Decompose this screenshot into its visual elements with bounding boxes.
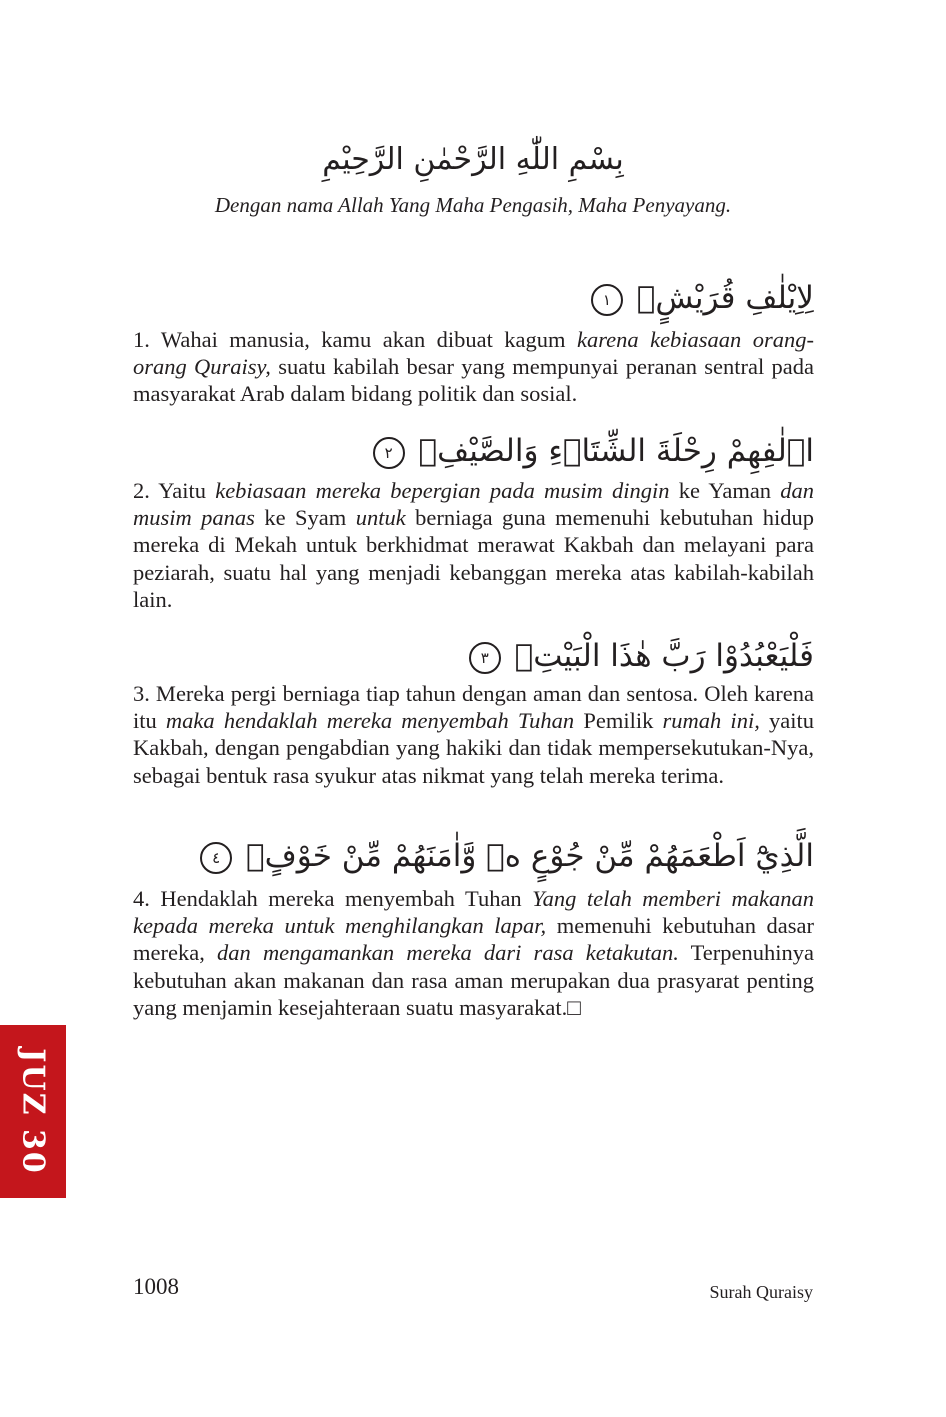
translation-text-run: 1. Wahai manusia, kamu akan dibuat kagum: [133, 327, 577, 352]
juz-label: JUZ 30: [15, 1048, 51, 1175]
verse-2-arabic: [133, 429, 814, 473]
translation-italic-run: karena kebiasaan orang-orang Quraisy,: [133, 327, 814, 380]
verse-4-arabic: [133, 834, 814, 878]
translation-text-run: berniaga guna memenuhi kebutuhan hidup mereka di Mekah untuk berkhidmat merawat Kakbah dan melayani para peziarah, suatu hal yang menjadi kebanggan mereka atas kabilah-kabilah lain.: [133, 505, 814, 612]
verse-3-arabic: [133, 634, 814, 678]
translation-italic-run: rumah ini,: [662, 708, 760, 734]
translation-italic-run: dan mengamankan mereka dari rasa ketakutan.: [217, 940, 679, 966]
basmalah-translation: Dengan nama Allah Yang Maha Pengasih, Maha Penyayang.: [214, 193, 732, 217]
translation-text-run: □: [567, 994, 581, 1020]
basmalah-arabic: بِسْمِ اللّٰهِ الرَّحْمٰنِ الرَّحِيْمِ: [322, 142, 624, 177]
translation-text-run: 2. Yaitu: [133, 478, 216, 503]
ayah-number-marker: ٢: [373, 437, 405, 469]
ayah-number-marker: ٣: [469, 642, 501, 674]
ayah-number-marker: ٤: [200, 842, 232, 874]
verse-arabic-text: اٖلٰفِهِمْ رِحْلَةَ الشِّتَاۤءِ وَالصَّيْفِۚ: [418, 433, 814, 469]
translation-italic-run: kebiasaan mereka bepergian pada musim dingin: [215, 478, 670, 503]
verse-4-translation: [133, 885, 814, 1021]
translation-text-run: suatu kabilah besar yang mempunyai peranan sentral pada masyarakat Arab dalam bidang politik dan sosial.: [133, 354, 814, 407]
page-number: 1008: [133, 1274, 179, 1299]
verse-1-arabic: [133, 276, 814, 320]
ayah-number-marker: ١: [591, 284, 623, 316]
translation-text-run: 4. Hendaklah mereka menyembah Tuhan: [133, 886, 533, 911]
translation-text-run: 3. Mereka pergi berniaga tiap tahun dengan aman dan sentosa. Oleh karena itu: [133, 681, 814, 734]
verse-3-translation: [133, 680, 814, 789]
juz-tab: [0, 1025, 66, 1198]
running-title-surah: Surah Quraisy: [709, 1282, 813, 1302]
verse-arabic-text: لِاِيْلٰفِ قُرَيْشٍۙ: [636, 280, 814, 316]
translation-text-run: Pemilik: [574, 708, 663, 734]
translation-italic-run: untuk: [355, 505, 406, 531]
verse-1-translation: [133, 326, 814, 408]
translation-text-run: memenuhi kebutuhan dasar mereka,: [133, 913, 814, 966]
translation-italic-run: maka hendaklah mereka menyembah Tuhan: [165, 708, 575, 734]
translation-text-run: yaitu Kakbah, dengan pengabdian yang hakiki dan tidak mempersekutukan-Nya, sebagai bentuk rasa syukur atas nikmat yang telah mereka terima.: [133, 708, 814, 788]
verse-arabic-text: فَلْيَعْبُدُوْا رَبَّ هٰذَا الْبَيْتِۙ: [514, 638, 814, 674]
translation-text-run: ke Syam: [254, 505, 356, 531]
translation-italic-run: dan musim panas: [133, 478, 815, 531]
translation-text-run: Terpenuhinya kebutuhan akan makanan dan rasa aman merupakan dua prasyarat penting yang menjamin kesejahteraan suatu masyarakat.: [133, 940, 814, 1020]
translation-italic-run: Yang telah memberi makanan kepada mereka untuk menghilangkan lapar,: [133, 886, 814, 939]
verse-2-translation: [133, 477, 814, 613]
translation-text-run: ke Yaman: [669, 478, 781, 503]
verse-arabic-text: الَّذِيْٓ اَطْعَمَهُمْ مِّنْ جُوْعٍ ەۙ وَّاٰمَنَهُمْ مِّنْ خَوْفٍۚ: [246, 838, 814, 874]
